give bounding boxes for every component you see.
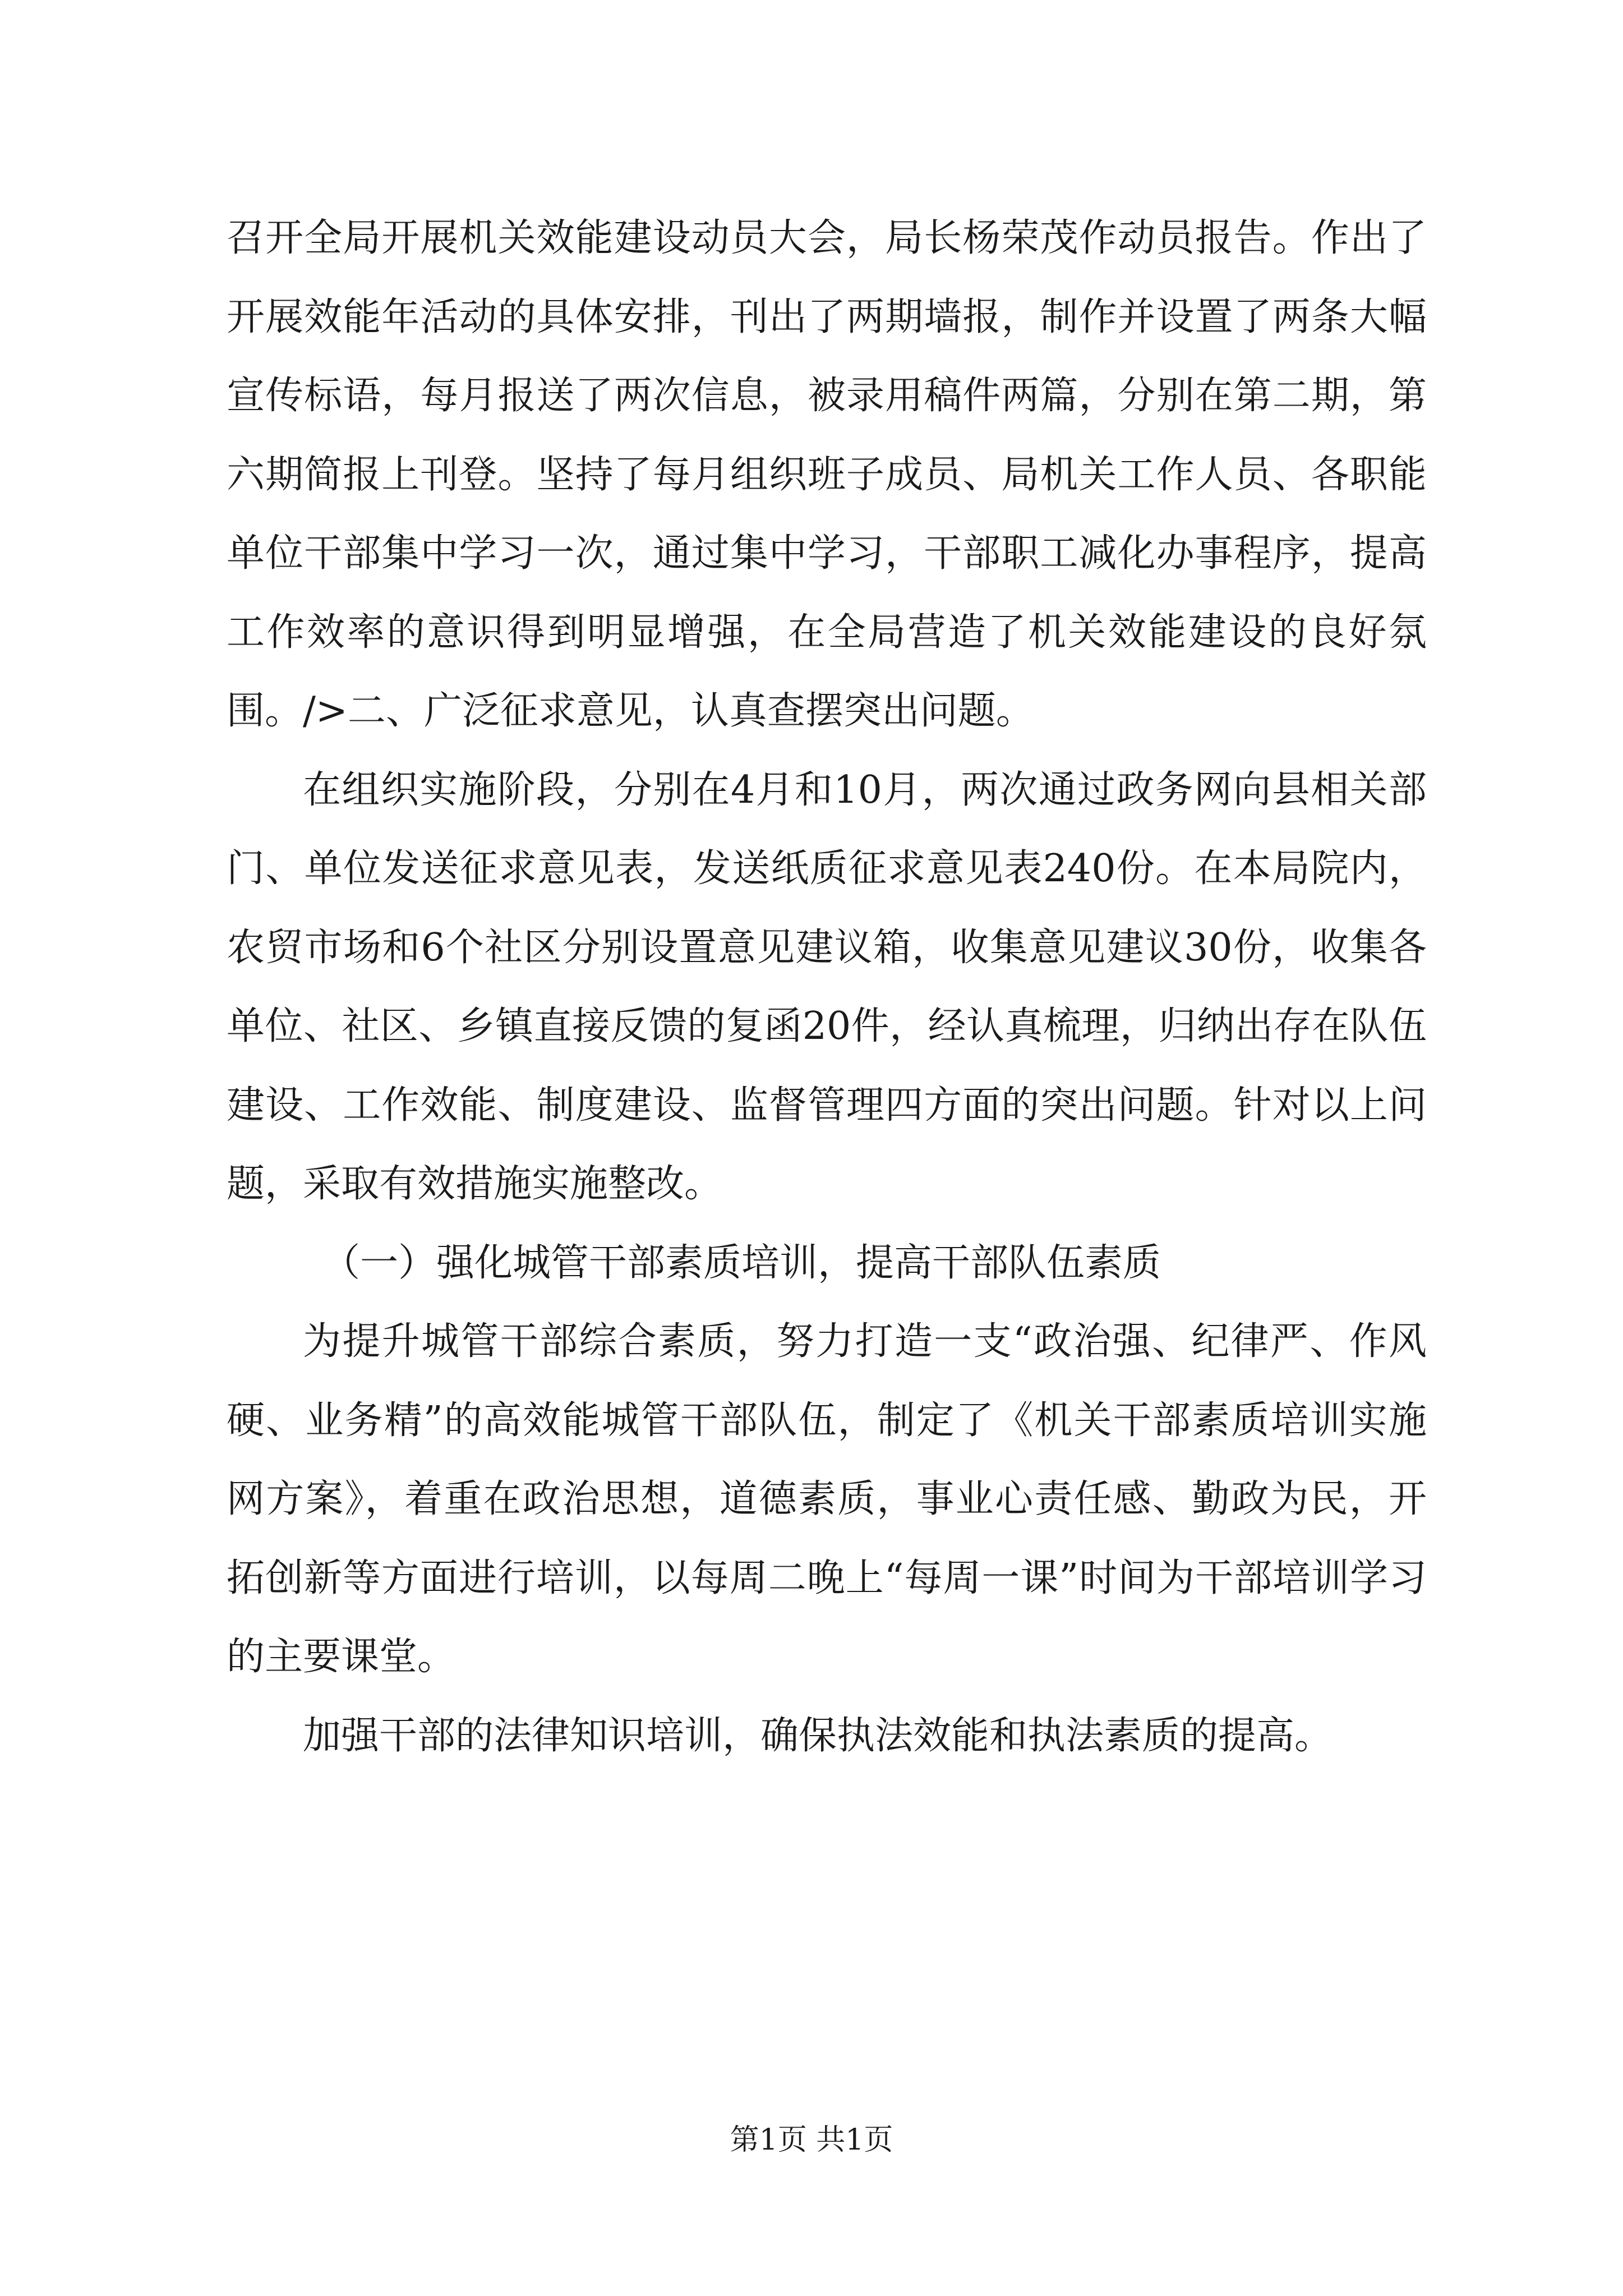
- paragraph-legal-training: 加强干部的法律知识培训，确保执法效能和执法素质的提高。: [303, 1713, 1333, 1758]
- document-body: [227, 199, 1427, 1775]
- paragraph-mobilization-meeting: 召开全局开展机关效能建设动员大会，局长杨荣茂作动员报告。作出了开展效能年活动的具体安排，刊出了两期墙报，制作并设置了两条大幅宣传标语，每月报送了两次信息，被录用稿件两篇，分别在第二期，第六期简报上刊登。坚持了每月组织班子成员、局机关工作人员、各职能单位干部集中学习一次，通过集中学习，干部职工减化办事程序，提高工作效率的意识得到明显增强，在全局营造了机关效能建设的良好氛围。/>二、广泛征求意见，认真查摆突出问题。: [227, 216, 1427, 733]
- section-heading-training: （一）强化城管干部素质培训，提高干部队伍素质: [322, 1240, 1161, 1285]
- paragraph-solicit-opinions: 在组织实施阶段，分别在4月和10月，两次通过政务网向县相关部门、单位发送征求意见表，发送纸质征求意见表240份。在本局院内，农贸市场和6个社区分别设置意见建议箱，收集意见建议30份，收集各单位、社区、乡镇直接反馈的复函20件，经认真梳理，归纳出存在队伍建设、工作效能、制度建设、监督管理四方面的突出问题。针对以上问题，采取有效措施实施整改。: [227, 767, 1427, 1206]
- page-footer: 第1页 共1页: [730, 2123, 893, 2157]
- paragraph-cadre-quality: 为提升城管干部综合素质，努力打造一支“政治强、纪律严、作风硬、业务精”的高效能城管干部队伍，制定了《机关干部素质培训实施网方案》，着重在政治思想，道德素质，事业心责任感、勤政为民，开拓创新等方面进行培训，以每周二晚上“每周一课”时间为干部培训学习的主要课堂。: [227, 1319, 1427, 1679]
